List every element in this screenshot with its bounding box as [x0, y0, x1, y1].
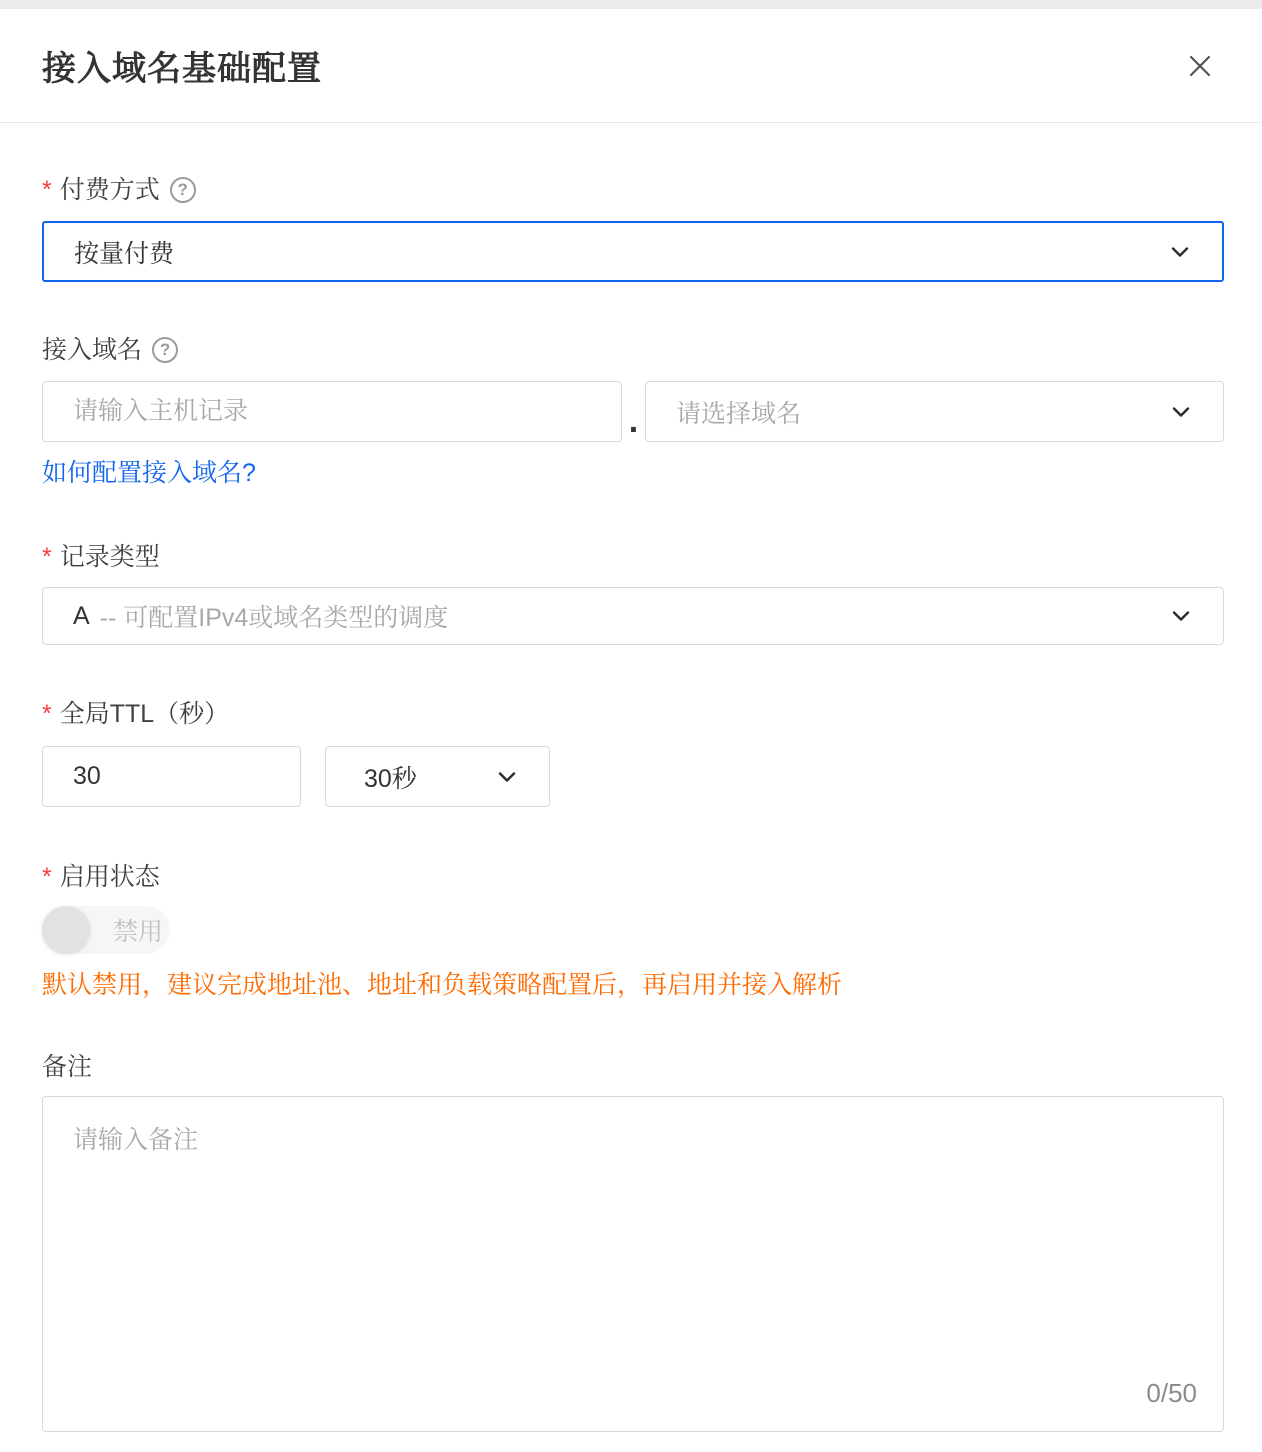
chevron-down-icon: [493, 763, 521, 791]
ttl-label: 全局TTL（秒）: [59, 700, 230, 728]
domain-select[interactable]: [645, 381, 1224, 442]
required-mark: *: [42, 543, 52, 571]
remark-field[interactable]: [42, 1096, 1224, 1432]
remark-label-row: [42, 1052, 1224, 1082]
page-background-strip: [0, 0, 1262, 9]
access-domain-row: [42, 381, 1224, 442]
record-type-label: 记录类型: [59, 543, 160, 571]
help-icon[interactable]: ?: [170, 177, 196, 203]
ttl-value-field[interactable]: [42, 746, 301, 807]
domain-dot-separator: .: [628, 402, 639, 440]
host-record-field[interactable]: [42, 381, 622, 442]
host-record-input[interactable]: [73, 397, 593, 426]
toggle-knob: [42, 906, 90, 954]
ttl-value-input[interactable]: [73, 762, 272, 791]
configure-domain-help-link[interactable]: 如何配置接入域名?: [42, 459, 256, 487]
payment-label: 付费方式: [59, 176, 160, 204]
dialog-body: [0, 175, 1262, 1432]
help-icon[interactable]: ?: [152, 337, 178, 363]
toggle-state-label: 禁用: [112, 918, 163, 946]
enable-status-toggle[interactable]: [42, 906, 170, 954]
chevron-down-icon: [1166, 238, 1194, 266]
record-type-label-row: [42, 542, 1224, 572]
close-icon: [1185, 51, 1215, 81]
remark-label: 备注: [42, 1053, 93, 1081]
close-button[interactable]: [1178, 44, 1222, 88]
payment-label-row: [42, 175, 1224, 205]
required-mark: *: [42, 863, 52, 891]
required-mark: *: [42, 176, 52, 204]
status-label: 启用状态: [59, 863, 160, 891]
ttl-unit-value: 30秒: [364, 764, 417, 793]
record-type-description: -- 可配置IPv4或域名类型的调度: [99, 604, 449, 632]
dialog-header: [0, 9, 1262, 123]
access-domain-label: 接入域名: [42, 336, 143, 364]
char-counter: 0/50: [1146, 1378, 1197, 1408]
chevron-down-icon: [1167, 602, 1195, 630]
payment-select-value: 按量付费: [74, 239, 175, 268]
remark-textarea[interactable]: [43, 1097, 1223, 1431]
record-type-value: A: [73, 601, 90, 630]
dialog-title: 接入域名基础配置: [42, 50, 322, 88]
record-type-select[interactable]: [42, 587, 1224, 645]
domain-select-placeholder: 请选择域名: [676, 399, 802, 428]
status-warning-text: 默认禁用，建议完成地址池、地址和负载策略配置后，再启用并接入解析: [42, 971, 843, 999]
status-label-row: [42, 862, 1224, 892]
payment-select[interactable]: [42, 221, 1224, 282]
access-domain-label-row: [42, 335, 1224, 365]
ttl-unit-select[interactable]: [325, 746, 550, 807]
chevron-down-icon: [1167, 398, 1195, 426]
required-mark: *: [42, 700, 52, 728]
ttl-row: [42, 746, 1224, 807]
ttl-label-row: [42, 699, 1224, 729]
